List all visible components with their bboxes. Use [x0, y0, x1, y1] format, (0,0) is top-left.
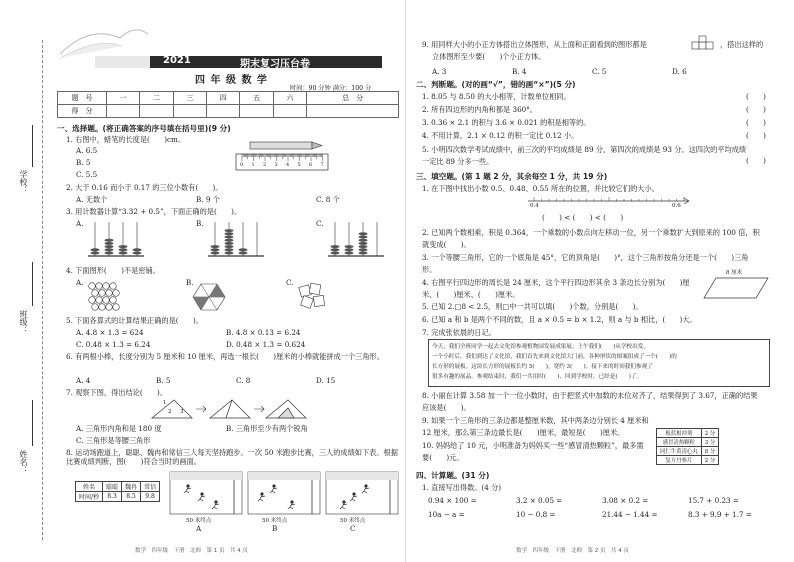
s1-q7-opt: A. 三角形内角和是 180 度: [76, 424, 162, 433]
s1-q3-a: A.: [76, 219, 84, 228]
exam-title: 期末复习压台卷: [240, 59, 310, 70]
s1-q2-opt: C. 8 个: [316, 195, 340, 204]
time-score: 时间：90 分钟 满分：100 分: [290, 85, 372, 92]
s1-q3-c: C.: [316, 219, 324, 228]
cube-view-figure: [692, 36, 720, 50]
calc-item: 3.08 × 0.2 =: [602, 496, 649, 505]
calc-item: 3.2 × 0.05 =: [516, 496, 563, 505]
score-table: [57, 91, 399, 118]
name-blank[interactable]: [32, 400, 33, 446]
score-cell[interactable]: [140, 105, 173, 118]
race-cell: 8.5: [122, 492, 141, 502]
price-item: 板蓝根冲剂: [657, 429, 702, 438]
numline-label: 0.4: [530, 203, 539, 209]
score-head: 三: [173, 92, 206, 105]
judge-answer[interactable]: ( ): [746, 92, 766, 101]
exam-subtitle: 四 年 级 数 学: [195, 75, 268, 86]
judge-answer[interactable]: ( ): [746, 105, 766, 114]
ruler-crayon-figure: [236, 140, 332, 176]
section1-title: 一、选择题。(将正确答案的序号填在括号里)(9 分): [57, 124, 231, 133]
banner-left: [95, 56, 150, 68]
s1-q4-a: A.: [76, 278, 84, 287]
race-cell: 9.8: [141, 492, 160, 502]
s1-q1-opt: B. 5: [76, 158, 91, 167]
triangle-fold-figure: [150, 396, 310, 422]
diary-line: 一个小时后，我们到达了文化馆，我们首先来到文化馆大门前，各种形状的图案组成了一个( )的: [432, 354, 677, 360]
race-label: 50 米终点: [262, 518, 288, 524]
tiling-hexagon: [192, 282, 226, 312]
score-head: 二: [140, 92, 173, 105]
class-blank[interactable]: [32, 262, 33, 306]
race-cell: 时间/秒: [76, 492, 103, 502]
s1-q5-opt: C. 0.48 × 1.3 = 6.24: [76, 340, 151, 349]
ruler-label: 6: [309, 162, 313, 168]
footer-left: 数学 四年级 下册 北师 第 1 页 共 4 页: [135, 548, 248, 554]
exam-year: 2021: [163, 55, 191, 66]
fill-q1: 1. 在下图中找出小数 0.5、0.48、0.55 所在的位置，并比较它们的大小。: [422, 184, 659, 193]
s1-q6-opt: B. 5: [156, 376, 171, 385]
fill-q6: 6. 已知 a 和 b 是两个不同的数，且 a × 0.5 = b × 1.2，则 a 与 b 相比，( )大。: [422, 315, 697, 324]
race-images: [170, 470, 400, 515]
s1-q5: 5. 下面各算式的计算结果正确的是( )。: [66, 316, 203, 325]
score-head: 四: [207, 92, 240, 105]
judge-answer[interactable]: ( ): [746, 118, 766, 127]
school-label: 学校：: [19, 170, 28, 194]
ruler-label: 1: [251, 162, 255, 168]
race-opt: A: [196, 524, 202, 533]
race-table: [75, 481, 160, 502]
s1-q9: 9. 用同样大小的小正方体搭出立体图形，从上面和正面看到的图形都是: [422, 40, 647, 49]
calc-item: 0.94 × 100 =: [428, 496, 477, 505]
score-label: 得 分: [58, 105, 107, 118]
price-table: [656, 428, 719, 465]
parallelogram-label: 8 厘米: [726, 270, 743, 276]
price-item: 同仁牛黄清心丸: [657, 447, 702, 456]
abacus-b: [206, 220, 266, 260]
fill-q9: 9. 如果一个三角形的三条边都是整厘米数，其中两条边分别长 4 厘米和 12 厘米，那么第三条边最长是( )厘米，最短是( )厘米。: [422, 416, 649, 437]
score-cell[interactable]: [240, 105, 273, 118]
fill-q10: 10. 妈妈给了 10 元，小明准备为妈妈买一些“感冒清热颗粒”，最多需要( )元。: [422, 441, 644, 462]
s1-q6: 6. 有两根小棒，长度分别为 5 厘米和 10 厘米，再选一根长( )厘米的小棒就能拼成一个三角形。: [66, 352, 384, 361]
ruler-label: 7: [320, 162, 324, 168]
tiling-squares: [296, 282, 330, 312]
abacus-a: [86, 220, 146, 260]
s1-q2-opt: A. 无数个: [76, 195, 108, 204]
s1-q1-opt: C. 5.5: [76, 170, 98, 179]
s1-q9-opt: C. 5: [592, 67, 607, 76]
school-blank[interactable]: [32, 125, 33, 167]
calc-sub: 1. 直接写出得数。(4 分): [422, 483, 502, 492]
fold-num: 3: [180, 409, 184, 415]
diary-line: 长方形的展板。这块长方形的展板长约 5( )，宽约 3( )。接下来的时间我们参观了: [432, 364, 653, 370]
s1-q4-b: B.: [186, 278, 194, 287]
s1-q6-opt: C. 8: [236, 376, 251, 385]
score-cell[interactable]: [273, 105, 306, 118]
right-page: [405, 0, 794, 562]
price-value: 2 分: [701, 429, 719, 438]
calc-item: 10a − a =: [428, 510, 465, 519]
s1-q4: 4. 下面图形( )不是密铺。: [66, 266, 160, 275]
price-item: 复方丹参片: [657, 456, 702, 465]
fill-q2: 2. 已知两个数相乘，积是 0.364，一个乘数的小数点向左移动一位，另一个乘数扩大到原来的 100 倍，积就变成( )。: [422, 228, 760, 249]
section4-title: 四、计算题。(31 分): [416, 471, 490, 480]
number-line: [526, 195, 691, 209]
fill-q5: 5. 已知 2.□8 < 2.5，则□中一共可以填( )个数，分别是( )。: [422, 302, 643, 311]
judge-item: 3. 0.36 × 2.1 的积与 3.6 × 0.021 的积是相等的。: [422, 118, 591, 127]
score-head: 题 号: [58, 92, 107, 105]
s1-q2: 2. 大于 0.16 而小于 0.17 的三位小数有( )。: [66, 183, 223, 192]
numline-label: 0.6: [672, 203, 681, 209]
abacus-c: [326, 220, 386, 260]
judge-answer[interactable]: ( ): [746, 131, 766, 140]
fold-num: 2: [168, 409, 172, 415]
calc-item: 15.7 + 0.23 =: [688, 496, 739, 505]
s1-q6-opt: D. 15: [316, 376, 336, 385]
ribbon-decoration: [60, 24, 150, 58]
calc-item: 10 − 0.8 =: [516, 510, 556, 519]
s1-q7-opt: B. 三角形至少有两个锐角: [226, 424, 308, 433]
score-head: 总 分: [307, 92, 399, 105]
judge-item: 2. 所有四边形的内角和都是 360°。: [422, 105, 537, 114]
s1-q9-opt: A. 3: [432, 67, 447, 76]
ruler-label: 4: [286, 162, 290, 168]
s1-q7-opt: C. 三角形是等腰三角形: [76, 436, 151, 445]
s1-q1: 1. 右图中，蜡笔的长度是( )cm。: [66, 135, 186, 144]
calc-item: 8.3 + 9.9 + 1.7 =: [688, 510, 752, 519]
s1-q4-c: C.: [286, 278, 294, 287]
race-head: 聪聪: [103, 482, 122, 492]
s1-q7: 7. 观察下图，得出结论( )。: [66, 388, 168, 397]
ruler-label: 0: [240, 162, 244, 168]
score-cell[interactable]: [207, 105, 240, 118]
section3-title: 三、填空题。(第 1 题 2 分，其余每空 1 分，共 19 分): [416, 172, 608, 181]
fill-q4: 4. 右图平行四边形的周长是 24 厘米，这个平行四边形其余 3 条边长分别为( )厘米、( )厘米、( )厘米。: [422, 278, 690, 299]
diary-line: 很多有趣的展品。参观结束时，我们一共用时( )，回到学校时，已经是( )了。: [432, 374, 643, 380]
s1-q3: 3. 用计数器计算“3.32 + 0.5”，下面正确的是( )。: [66, 207, 242, 216]
race-head: 姓名: [76, 482, 103, 492]
diary-line: 今天，我们全班同学一起去文化馆参观植物园发展成果展。上午我们( )从学校出发。: [432, 344, 649, 350]
race-label: 50 米终点: [186, 518, 212, 524]
score-cell[interactable]: [173, 105, 206, 118]
score-head: 一: [107, 92, 140, 105]
price-value: 3 分: [701, 438, 719, 447]
price-value: 2 分: [701, 456, 719, 465]
name-label: 姓名：: [19, 450, 28, 474]
race-opt: B: [272, 524, 278, 533]
fill-q3: 3. 一个等腰三角形，它的一个底角是 45°，它的顶角是( )°，这个三角形按角分还是一个( )三角形。: [422, 253, 749, 274]
tiling-circles: [88, 282, 120, 312]
compare-blank[interactable]: ( ) < ( ) < ( ): [542, 213, 624, 222]
fold-num: 1: [163, 400, 167, 406]
s1-q6-opt: A. 4: [76, 376, 91, 385]
s1-q5-opt: B. 4.8 × 0.13 = 6.24: [226, 328, 301, 337]
race-head: 常信: [141, 482, 160, 492]
ruler-label: 2: [263, 162, 267, 168]
s1-q8: 8. 运动场跑道上，聪聪、魏冉和常信三人每天坚持跑步。一次 50 米跑步比赛，三人的成绩如下表。根据比赛成绩判断，图( )符合当时的画面。: [66, 448, 398, 466]
judge-answer[interactable]: ( ): [746, 156, 766, 165]
ruler-label: 3: [274, 162, 278, 168]
parallelogram-figure: [702, 276, 772, 300]
s1-q5-opt: D. 0.48 × 1.3 = 0.624: [226, 340, 306, 349]
section2-title: 二、判断题。(对的画“√”，错的画“×”)(5 分): [416, 80, 576, 89]
price-item: 感冒清热颗粒: [657, 438, 702, 447]
s1-q9-opt: D. 6: [672, 67, 687, 76]
fill-q7: 7. 完成张依晨的日记。: [422, 328, 496, 337]
cut-line: [42, 40, 43, 540]
score-head: 六: [273, 92, 306, 105]
s1-q2-opt: B. 9 个: [196, 195, 220, 204]
race-label: 50 米终点: [340, 518, 366, 524]
score-head: 五: [240, 92, 273, 105]
fill-q8: 8. 小丽在计算 3.58 加一个一位小数时，由于把竖式中加数的末位对齐了，结果得到了 3.67，正确的结果应该是( )。: [422, 391, 758, 412]
ruler-label: 5: [297, 162, 301, 168]
class-label: 班级：: [19, 310, 28, 334]
binding-margin: [0, 0, 52, 562]
race-cell: 8.3: [103, 492, 122, 502]
race-head: 魏冉: [122, 482, 141, 492]
s1-q5-opt: A. 4.8 × 1.3 = 624: [76, 328, 144, 337]
s1-q9-cont: ，搭出这样的: [720, 40, 764, 49]
s1-q1-opt: A. 6.5: [76, 146, 98, 155]
s1-q9-opt: B. 4: [512, 67, 527, 76]
score-cell[interactable]: [307, 105, 399, 118]
s1-q9-cont2: 立体图形至少要( )个小正方体。: [432, 52, 546, 61]
judge-item: 1. 8.05 与 8.50 的大小相等，计数单位相同。: [422, 92, 571, 101]
race-opt: C: [350, 524, 356, 533]
footer-right: 数学 四年级 下册 北师 第 2 页 共 4 页: [516, 548, 629, 554]
score-cell[interactable]: [107, 105, 140, 118]
price-value: 8 分: [701, 447, 719, 456]
judge-item: 5. 小明四次数学考试成绩中，前三次的平均成绩是 89 分，第四次的成绩是 93 分。这四次的平均成绩一定比 89 分多一些。: [422, 145, 747, 166]
calc-item: 21.44 − 1.44 =: [602, 510, 658, 519]
judge-item: 4. 不用计算，2.1 × 0.12 的积一定比 0.12 小。: [422, 131, 579, 140]
s1-q3-b: B.: [196, 219, 204, 228]
